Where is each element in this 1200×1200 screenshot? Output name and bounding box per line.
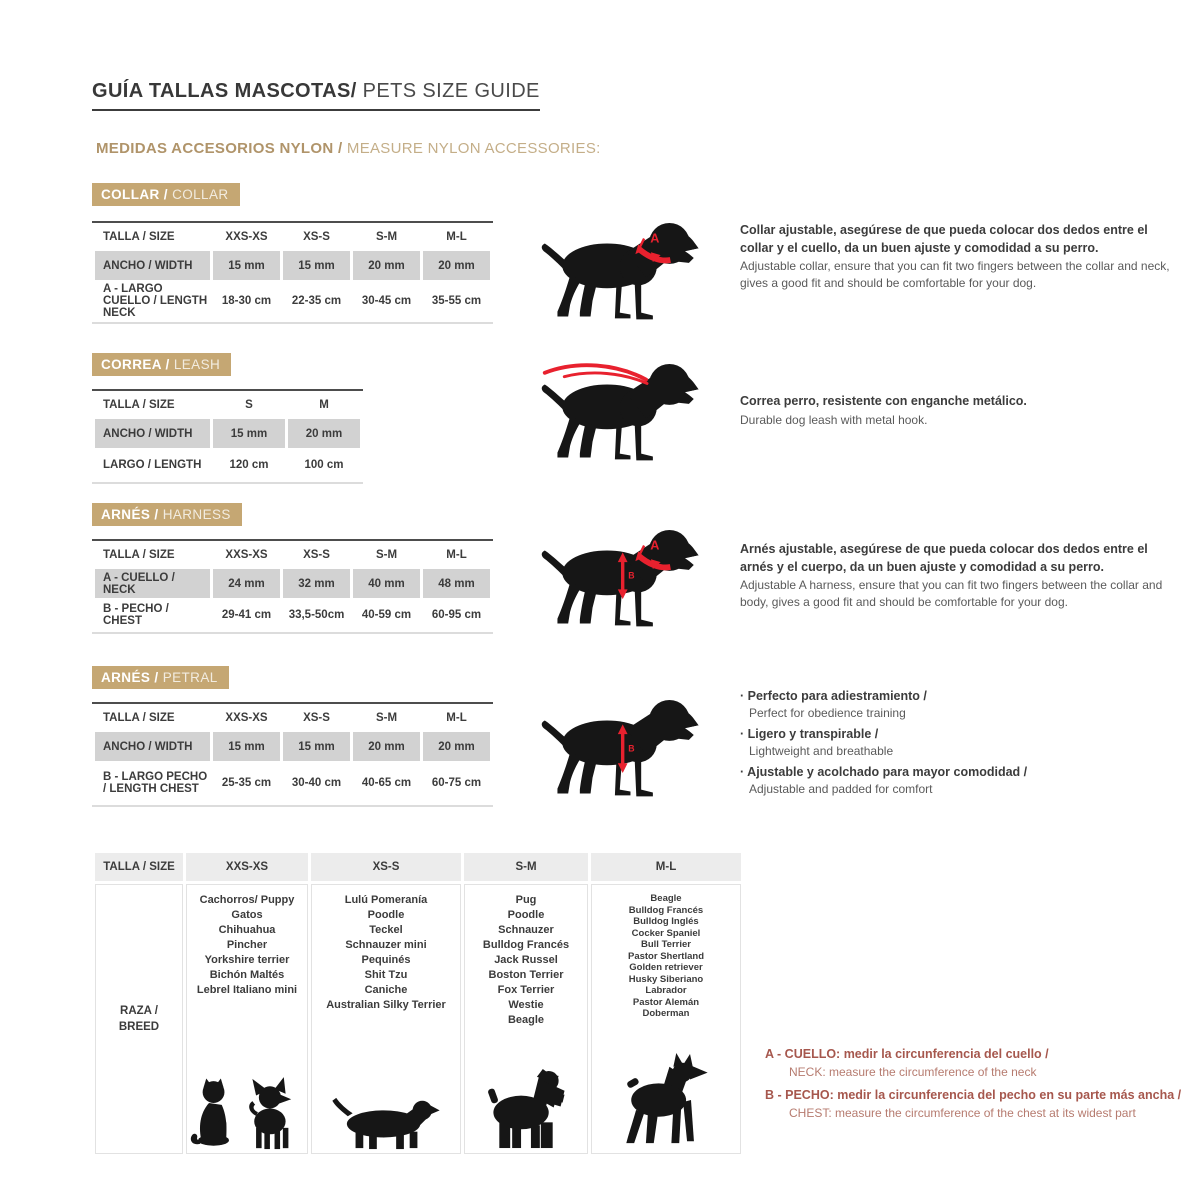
- feature-en: Perfect for obedience training: [749, 705, 906, 720]
- row-label: A - CUELLO / NECK: [95, 569, 210, 598]
- value-cell: 20 mm: [288, 419, 360, 448]
- breed-item: Lulú Pomeranía: [344, 894, 428, 906]
- petral-section-badge: [92, 666, 229, 689]
- badge-text-es: CORREA /: [101, 357, 170, 372]
- feature-es: · Perfecto para adiestramiento /: [740, 688, 1180, 705]
- raza-label-line2: BREED: [118, 1021, 160, 1033]
- collar-dog-figure: [537, 215, 722, 342]
- leash-line: [545, 365, 647, 383]
- value-cell: 35-55 cm: [431, 295, 482, 307]
- value-cell: 22-35 cm: [291, 295, 342, 307]
- breed-figures: [330, 1093, 442, 1151]
- breed-item: Pastor Alemán: [632, 996, 700, 1008]
- breed-item: Husky Siberiano: [628, 973, 704, 985]
- breed-item: Chihuahua: [218, 924, 276, 936]
- petral-chest-row: [95, 761, 490, 805]
- header-cell: XXS-XS: [186, 853, 308, 881]
- value-cell: 40-65 cm: [361, 777, 412, 789]
- measure-note-a: [765, 1046, 1197, 1080]
- breed-item: Bichón Maltés: [209, 969, 285, 981]
- value-cell: 15 mm: [283, 251, 350, 280]
- note-b-es: B - PECHO: medir la circunferencia del pecho en su parte más ancha /: [765, 1088, 1182, 1103]
- collar-width-row: [95, 251, 490, 280]
- feature-item: [740, 688, 1180, 721]
- value-cell: 30-45 cm: [361, 295, 412, 307]
- harness-description: [740, 541, 1172, 611]
- collar-header-row: [95, 223, 490, 251]
- breed-item: Pincher: [226, 939, 268, 951]
- collar-section-badge: [92, 183, 240, 206]
- header-cell: M-L: [446, 712, 467, 724]
- value-cell: 20 mm: [353, 732, 420, 761]
- value-cell: 60-95 cm: [431, 609, 482, 621]
- value-cell: 25-35 cm: [221, 777, 272, 789]
- petral-header-row: [95, 704, 490, 732]
- page-subtitle-en: MEASURE NYLON ACCESSORIES:: [342, 140, 601, 157]
- breed-figures: [481, 1067, 571, 1151]
- breed-cell-s-m: [464, 884, 588, 1154]
- collar-description-es: Collar ajustable, asegúrese de que pueda colocar dos dedos entre el collar y el cuello, da un buen ajuste y comodidad a su perro.: [740, 223, 1148, 255]
- value-cell: 15 mm: [213, 419, 285, 448]
- feature-item: [740, 726, 1180, 759]
- marker-letter-a: A: [650, 231, 660, 246]
- harness-description-en: Adjustable A harness, ensure that you can fit two fingers between the collar and body, gives a good fit and should be comfortable for your dog.: [740, 578, 1163, 609]
- breed-item: Bulldog Francés: [628, 904, 704, 916]
- note-b-en: CHEST: measure the circumference of the chest at its widest part: [789, 1105, 1136, 1120]
- value-cell: 48 mm: [423, 569, 490, 598]
- breed-item: Bulldog Inglés: [633, 916, 699, 927]
- breed-item: Schnauzer mini: [345, 939, 427, 951]
- header-cell: S-M: [375, 712, 398, 724]
- dog-silhouette-icon: [542, 700, 699, 796]
- cat-icon: [189, 1075, 239, 1151]
- petral-feature-list: [740, 688, 1180, 802]
- leash-length-row: [95, 448, 360, 482]
- breed-item: Shit Tzu: [364, 969, 408, 981]
- value-cell: 60-75 cm: [431, 777, 482, 789]
- breed-item: Golden retriever: [629, 962, 703, 973]
- petral-width-row: [95, 732, 490, 761]
- feature-item: [740, 764, 1180, 797]
- badge-text-en: HARNESS: [158, 507, 231, 522]
- header-cell: TALLA / SIZE: [103, 712, 175, 724]
- harness-dog-figure: [537, 522, 722, 649]
- breed-item: Bull Terrier: [641, 939, 691, 950]
- header-cell: XS-S: [303, 712, 330, 724]
- collar-description: [740, 222, 1172, 292]
- breed-cell-xs-s: [311, 884, 461, 1154]
- breed-row-label: [96, 885, 182, 1153]
- row-label: ANCHO / WIDTH: [95, 732, 210, 761]
- harness-size-table: [92, 539, 493, 634]
- value-cell: 15 mm: [213, 732, 280, 761]
- breed-item: Pastor Shertland: [627, 950, 705, 962]
- dachshund-icon: [330, 1093, 442, 1151]
- breed-item: Yorkshire terrier: [204, 954, 290, 966]
- dog-silhouette-icon: [542, 223, 699, 319]
- value-cell: 100 cm: [304, 459, 344, 471]
- badge-text-es: ARNÉS /: [101, 670, 159, 685]
- value-cell: 40-59 cm: [361, 609, 412, 621]
- leash-section-badge: [92, 353, 231, 376]
- marker-letter-b: B: [628, 570, 635, 581]
- breed-item: Teckel: [369, 924, 403, 936]
- breed-item: Boston Terrier: [488, 969, 564, 981]
- measure-note-b: [765, 1087, 1197, 1121]
- header-cell: XXS-XS: [225, 231, 268, 243]
- value-cell: 20 mm: [423, 251, 490, 280]
- badge-text-en: LEASH: [169, 357, 221, 372]
- row-label: B - PECHO / CHEST: [103, 603, 169, 627]
- breed-row-label-cell: [95, 884, 183, 1154]
- value-cell: 29-41 cm: [221, 609, 272, 621]
- breed-item: Beagle: [650, 893, 682, 904]
- petral-size-table: [92, 702, 493, 807]
- badge-text-en: COLLAR: [167, 187, 229, 202]
- value-cell: 20 mm: [353, 251, 420, 280]
- feature-es: · Ajustable y acolchado para mayor comodidad /: [740, 764, 1180, 781]
- breed-header-row: [95, 853, 741, 881]
- header-cell: S-M: [464, 853, 588, 881]
- doberman-icon: [614, 1053, 718, 1151]
- breed-item: Pequinés: [361, 954, 411, 966]
- breed-body-row: [95, 884, 741, 1154]
- harness-neck-row: [95, 569, 490, 598]
- harness-header-row: [95, 541, 490, 569]
- breed-cell-xxs-xs: [186, 884, 308, 1154]
- row-label: ANCHO / WIDTH: [95, 251, 210, 280]
- header-cell: S-M: [375, 231, 398, 243]
- breed-item: Cachorros/ Puppy: [199, 894, 295, 906]
- value-cell: 120 cm: [229, 459, 269, 471]
- collar-description-en: Adjustable collar, ensure that you can fit two fingers between the collar and neck, gives a good fit and should be comfortable for your dog.: [740, 259, 1170, 290]
- value-cell: 33,5-50cm: [288, 609, 345, 621]
- value-cell: 40 mm: [353, 569, 420, 598]
- breed-item: Pug: [515, 894, 537, 906]
- row-label: ANCHO / WIDTH: [95, 419, 210, 448]
- collar-neck-row: [95, 280, 490, 322]
- breed-item: Gatos: [231, 909, 263, 921]
- header-cell: S: [245, 399, 253, 411]
- breed-figures: [614, 1053, 718, 1151]
- breed-cell-m-l: [591, 884, 741, 1154]
- value-cell: 32 mm: [283, 569, 350, 598]
- leash-header-row: [95, 391, 360, 419]
- page-title-es: GUÍA TALLAS MASCOTAS/: [92, 80, 357, 102]
- measuring-notes: [765, 1046, 1197, 1129]
- breed-list: [628, 893, 704, 1020]
- breed-item: Lebrel Italiano mini: [196, 984, 298, 996]
- header-cell: M-L: [446, 549, 467, 561]
- feature-es: · Ligero y transpirable /: [740, 726, 1180, 743]
- leash-description-es: Correa perro, resistente con enganche metálico.: [740, 394, 1027, 408]
- value-cell: 15 mm: [213, 251, 280, 280]
- dog-silhouette-icon: [542, 364, 699, 460]
- breed-item: Poodle: [367, 909, 405, 921]
- chihuahua-icon: [245, 1077, 305, 1151]
- breed-item: Jack Russel: [494, 954, 558, 966]
- raza-label-line1: RAZA /: [120, 1005, 158, 1017]
- badge-text-es: COLLAR /: [101, 187, 168, 202]
- breed-item: Beagle: [507, 1014, 545, 1026]
- page-title-en: PETS SIZE GUIDE: [356, 80, 540, 102]
- leash-description: [740, 393, 1172, 428]
- breed-item: Poodle: [507, 909, 545, 921]
- badge-text-es: ARNÉS /: [101, 507, 159, 522]
- collar-size-table: [92, 221, 493, 324]
- leash-description-en: Durable dog leash with metal hook.: [740, 412, 928, 427]
- leash-width-row: [95, 419, 360, 448]
- schnauzer-icon: [481, 1067, 571, 1151]
- breed-item: Fox Terrier: [497, 984, 555, 996]
- header-cell: XS-S: [303, 231, 330, 243]
- page-subtitle: [96, 140, 601, 157]
- row-label: A - LARGO CUELLO / LENGTH NECK: [103, 283, 208, 319]
- harness-section-badge: [92, 503, 242, 526]
- breed-list: [326, 893, 446, 1013]
- header-cell: TALLA / SIZE: [103, 399, 175, 411]
- marker-letter-a: A: [650, 538, 660, 553]
- header-cell: XXS-XS: [225, 712, 268, 724]
- marker-letter-b: B: [628, 743, 635, 754]
- header-cell: S-M: [375, 549, 398, 561]
- page-subtitle-es: MEDIDAS ACCESORIOS NYLON /: [96, 140, 343, 157]
- feature-en: Adjustable and padded for comfort: [749, 782, 933, 796]
- header-cell: XS-S: [303, 549, 330, 561]
- harness-chest-row: [95, 598, 490, 632]
- harness-description-es: Arnés ajustable, asegúrese de que pueda colocar dos dedos entre el arnés y el cuerpo, da un buen ajuste y comodidad a su perro.: [740, 542, 1148, 574]
- leash-dog-figure: [537, 356, 722, 483]
- header-cell: M-L: [591, 853, 741, 881]
- leash-size-table: [92, 389, 363, 484]
- feature-en: Lightweight and breathable: [749, 743, 894, 758]
- dog-silhouette-icon: [542, 530, 699, 626]
- value-cell: 15 mm: [283, 732, 350, 761]
- header-cell: M: [319, 399, 329, 411]
- value-cell: 30-40 cm: [291, 777, 342, 789]
- value-cell: 20 mm: [423, 732, 490, 761]
- value-cell: 18-30 cm: [221, 295, 272, 307]
- petral-dog-figure: [537, 692, 722, 819]
- breed-item: Schnauzer: [498, 924, 554, 936]
- header-cell: M-L: [446, 231, 467, 243]
- value-cell: 24 mm: [213, 569, 280, 598]
- header-cell: TALLA / SIZE: [95, 853, 183, 881]
- header-cell: XXS-XS: [225, 549, 268, 561]
- header-cell: TALLA / SIZE: [103, 549, 175, 561]
- header-cell: XS-S: [311, 853, 461, 881]
- header-cell: TALLA / SIZE: [103, 231, 175, 243]
- breed-size-table: [92, 850, 744, 1157]
- badge-text-en: PETRAL: [158, 670, 218, 685]
- note-a-en: NECK: measure the circumference of the neck: [789, 1064, 1037, 1079]
- page-title: [92, 80, 540, 111]
- breed-list: [483, 893, 569, 1028]
- breed-item: Doberman: [642, 1008, 690, 1019]
- breed-item: Cocker Spaniel: [631, 927, 701, 939]
- breed-item: Caniche: [364, 984, 408, 996]
- breed-figures: [189, 1075, 305, 1151]
- breed-item: Labrador: [645, 985, 687, 996]
- breed-item: Bulldog Francés: [482, 939, 570, 951]
- note-a-es: A - CUELLO: medir la circunferencia del cuello /: [765, 1047, 1049, 1061]
- row-label: B - LARGO PECHO / LENGTH CHEST: [103, 771, 208, 795]
- breed-item: Australian Silky Terrier: [326, 999, 446, 1011]
- breed-list: [197, 893, 297, 998]
- breed-item: Westie: [508, 999, 544, 1011]
- row-label: LARGO / LENGTH: [103, 459, 202, 471]
